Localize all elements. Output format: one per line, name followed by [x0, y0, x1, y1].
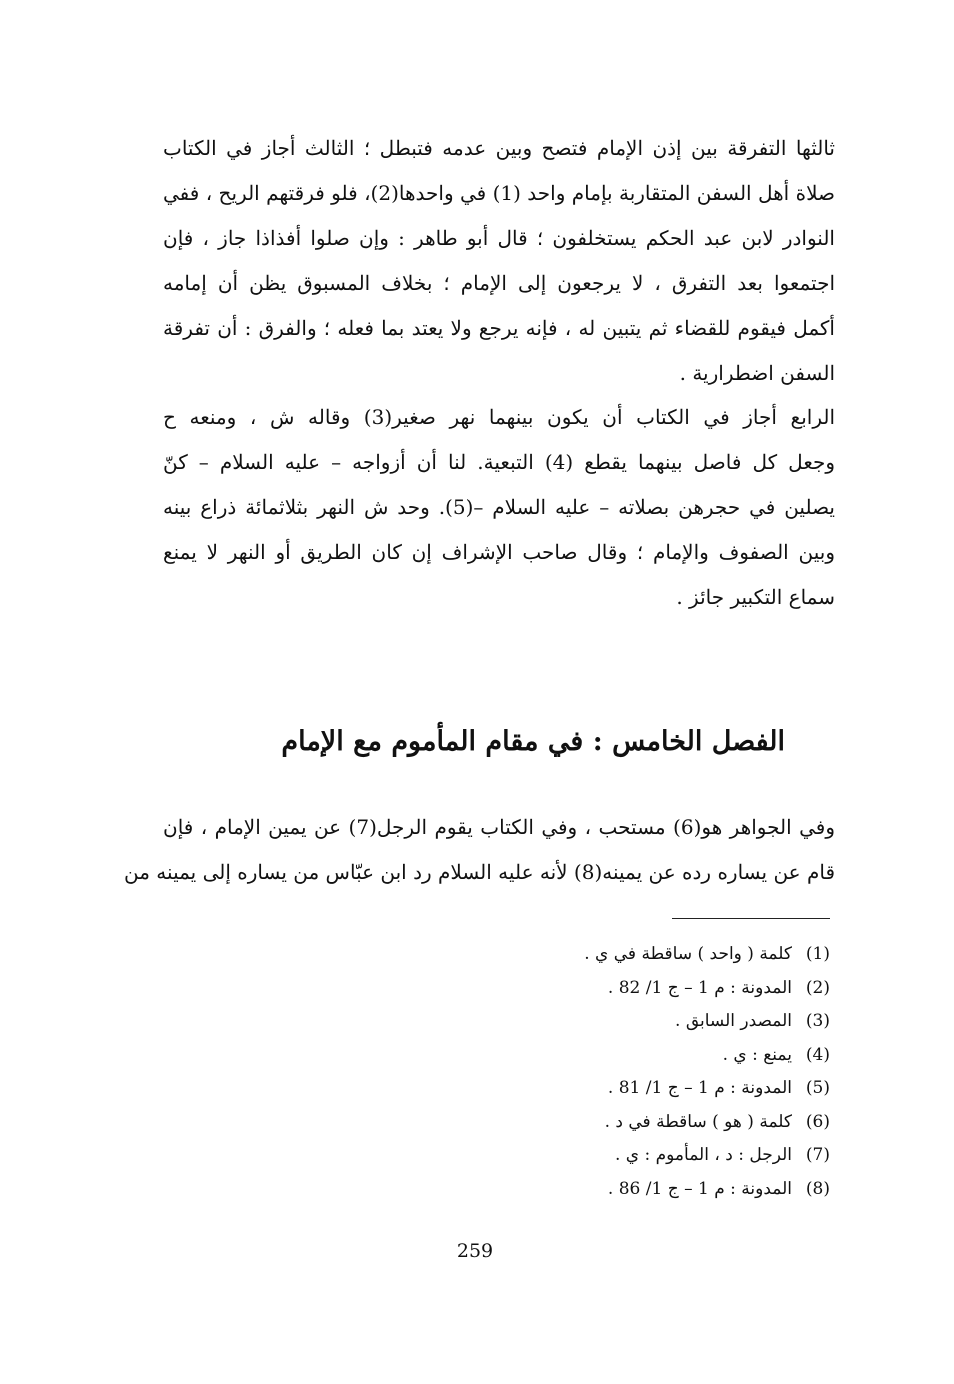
footnote-text: يمنع : ي . — [722, 1044, 792, 1065]
footnote-number: (6) — [805, 1111, 830, 1132]
footnote — [450, 1173, 830, 1207]
section-heading: الفصل الخامس : في مقام المأموم مع الإمام — [281, 726, 785, 757]
footnote — [450, 1039, 830, 1073]
footnote-number: (4) — [805, 1044, 830, 1065]
paragraph-2 — [163, 395, 835, 620]
footnote — [450, 1139, 830, 1173]
footnote-text: كلمة ( هو ) ساقطة في د . — [604, 1111, 792, 1132]
footnote-number: (3) — [805, 1011, 830, 1031]
text-line: قام عن يساره رده عن يمينه(8) لأنه عليه السلام رد ابن عبّاس من يساره إلى يمينه من — [124, 860, 835, 884]
footnote-text: المصدر السابق . — [675, 1011, 792, 1031]
paragraph-3 — [124, 805, 835, 895]
footnote-text: المدونة : م 1 – ج 1/ 81 . — [607, 1078, 792, 1098]
text-line: أكمل فيقوم للقضاء ثم يتبين له ، فإنه يرجع ولا يعتد بما فعله ؛ والفرق : أن تفرقة — [163, 316, 835, 340]
footnote — [450, 1106, 830, 1140]
footnotes — [450, 938, 830, 1206]
footnote — [450, 1072, 830, 1106]
text-line: وفي الجواهر هو(6) مستحب ، وفي الكتاب يقوم الرجل(7) عن يمين الإمام ، فإن — [163, 815, 835, 839]
text-line: يصلين في حجرهن بصلاته – عليه السلام –(5). وحد ش النهر بثلاثمائة ذراع بينه — [163, 495, 835, 519]
text-line: اجتمعوا بعد التفرق ، لا يرجعون إلى الإمام ؛ بخلاف المسبوق يظن أن إمامه — [163, 271, 835, 295]
footnote-number: (5) — [805, 1078, 830, 1098]
text-line: ثالثها التفرقة بين إذن الإمام فتصح وبين عدمه فتبطل ؛ الثالث أجاز في الكتاب — [163, 136, 835, 160]
footnote — [450, 1005, 830, 1039]
footnote-text: المدونة : م 1 – ج 1/ 86 . — [607, 1178, 792, 1199]
footnote-number: (8) — [805, 1178, 830, 1199]
text-line: صلاة أهل السفن المتقاربة بإمام واحد (1) في واحدها(2)، فلو فرقتهم الريح ، ففي — [163, 181, 835, 205]
text-line: النوادر لابن عبد الحكم يستخلفون ؛ قال أبو طاهر : وإن صلوا أفذاذا جاز ، فإن — [163, 226, 835, 250]
paragraph-1 — [163, 126, 835, 396]
footnote — [450, 938, 830, 972]
footnote-divider — [672, 918, 830, 919]
footnote-text: كلمة ( واحد ) ساقطة في ي . — [584, 944, 792, 964]
footnote-text: المدونة : م 1 – ج 1/ 82 . — [607, 977, 792, 998]
footnote-number: (1) — [805, 944, 830, 964]
footnote-text: الرجل : د ، المأموم : ي . — [614, 1145, 792, 1165]
text-line: السفن اضطرارية . — [679, 361, 835, 385]
footnote-number: (7) — [805, 1145, 830, 1165]
text-line: الرابع أجاز في الكتاب أن يكون بينهما نهر صغير(3) وقاله ش ، ومنعه ح — [163, 405, 836, 429]
text-line: وبين الصفوف والإمام ؛ وقال صاحب الإشراف إن كان الطريق أو النهر لا يمنع — [163, 540, 835, 564]
footnote — [450, 972, 830, 1006]
text-line: سماع التكبير جائز . — [676, 585, 835, 609]
footnote-number: (2) — [805, 977, 830, 998]
page-number: 259 — [456, 1240, 494, 1262]
text-line: وجعل كل فاصل بينهما يقطع (4) التبعية. لنا أن أزواجه – عليه السلام – كنّ — [163, 450, 835, 474]
